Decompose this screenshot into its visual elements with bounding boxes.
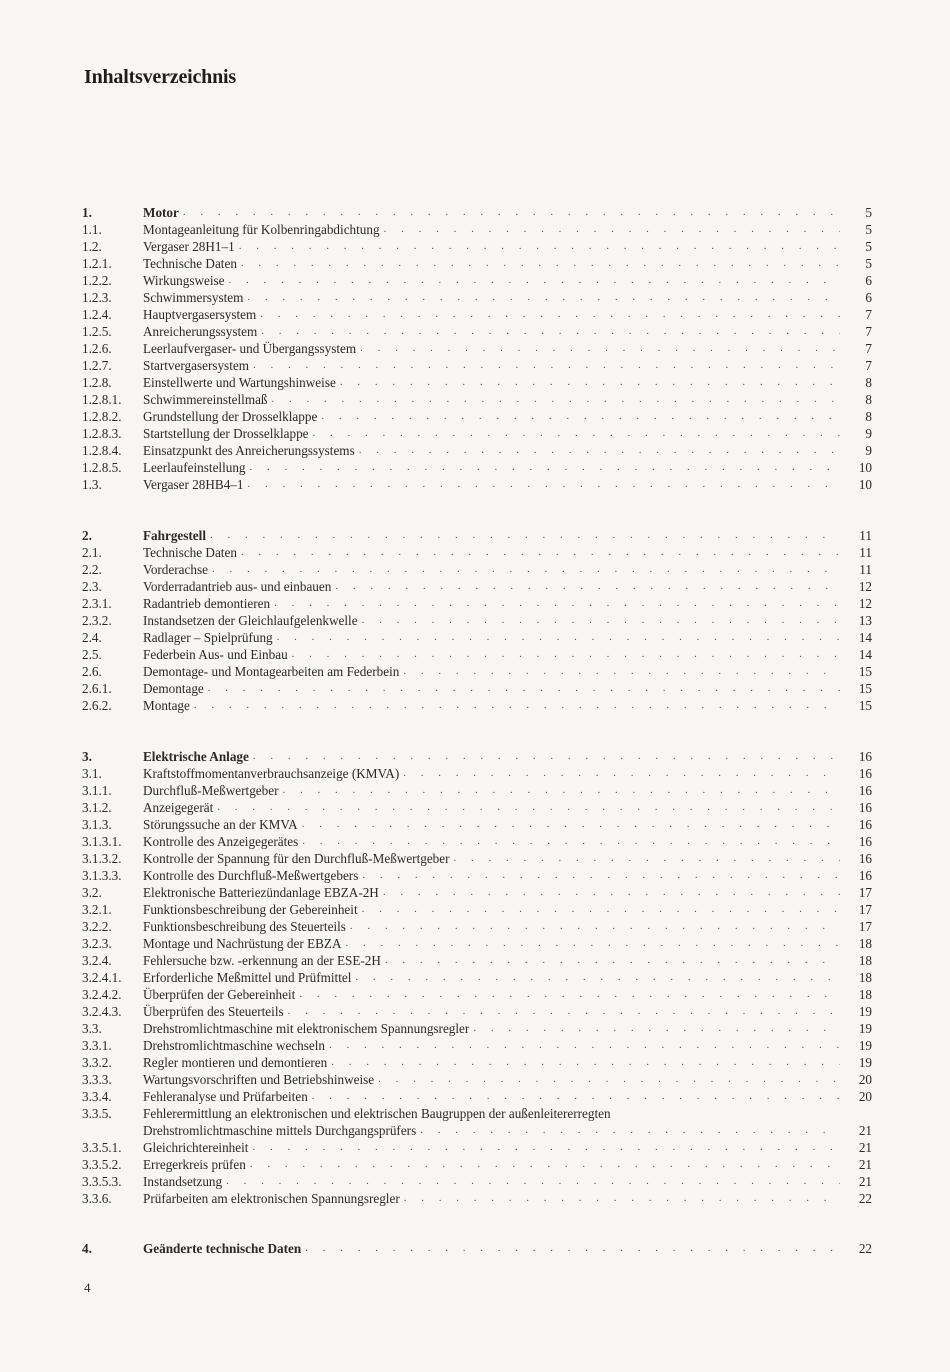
toc-entry-number: 2.6.1. bbox=[82, 681, 112, 696]
toc-entry-number: 1.2.8. bbox=[82, 375, 112, 390]
toc-entry-row bbox=[82, 1173, 872, 1190]
toc-entry-title: Montage und Nachrüstung der EBZA bbox=[143, 936, 342, 951]
toc-entry-page: 16 bbox=[858, 834, 872, 849]
toc-entry-row bbox=[82, 459, 872, 476]
toc-entry-number: 2.1. bbox=[82, 545, 102, 560]
toc-entry-page: 22 bbox=[858, 1241, 872, 1256]
toc-entry-number: 3.3.5.1. bbox=[82, 1140, 122, 1155]
toc-entry-title: Geänderte technische Daten bbox=[143, 1241, 302, 1256]
toc-entry-row bbox=[82, 816, 872, 833]
toc-entry-row bbox=[82, 901, 872, 918]
dot-leader bbox=[335, 578, 840, 595]
toc-entry-page: 11 bbox=[859, 528, 872, 543]
toc-entry-row bbox=[82, 833, 872, 850]
dot-leader bbox=[183, 204, 840, 221]
toc-entry-page: 18 bbox=[858, 936, 872, 951]
toc-entry-number: 3.1.3. bbox=[82, 817, 112, 832]
toc-entry-row bbox=[82, 578, 872, 595]
toc-entry-row bbox=[82, 697, 872, 714]
toc-entry-title: Montage bbox=[143, 698, 190, 713]
toc-entry-title: Demontage bbox=[143, 681, 204, 696]
dot-leader bbox=[454, 850, 840, 867]
toc-entry-number: 3.3.3. bbox=[82, 1072, 112, 1087]
toc-chapter-row bbox=[82, 527, 872, 544]
toc-entry-title: Überprüfen des Steuerteils bbox=[143, 1004, 284, 1019]
toc-entry-number: 1.2.4. bbox=[82, 307, 112, 322]
toc-entry-title: Kraftstoffmomentanverbrauchsanzeige (KMVA) bbox=[143, 766, 400, 781]
toc-entry-row bbox=[82, 629, 872, 646]
dot-leader bbox=[252, 1139, 840, 1156]
toc-entry-page: 17 bbox=[858, 919, 872, 934]
toc-entry-page: 21 bbox=[858, 1157, 872, 1172]
toc-entry-number: 1.2.1. bbox=[82, 256, 112, 271]
toc-entry-title: Kontrolle der Spannung für den Durchfluß-Meßwertgeber bbox=[143, 851, 450, 866]
toc-entry-number: 3.2.2. bbox=[82, 919, 112, 934]
toc-entry-row bbox=[82, 884, 872, 901]
dot-leader bbox=[383, 884, 840, 901]
dot-leader bbox=[362, 901, 840, 918]
dot-leader bbox=[239, 238, 840, 255]
toc-entry-row bbox=[82, 1139, 872, 1156]
toc-entry-title: Hauptvergasersystem bbox=[143, 307, 257, 322]
toc-entry-number: 1.2.8.4. bbox=[82, 443, 122, 458]
toc-entry-number: 4. bbox=[82, 1241, 92, 1256]
toc-entry-title: Anzeigegerät bbox=[143, 800, 214, 815]
toc-entry-title: Radantrieb demontieren bbox=[143, 596, 271, 611]
toc-entry-page: 19 bbox=[858, 1004, 872, 1019]
toc-entry-number: 3.3.5. bbox=[82, 1106, 112, 1121]
toc-entry-page: 18 bbox=[858, 970, 872, 985]
toc-entry-title: Gleichrichtereinheit bbox=[143, 1140, 249, 1155]
dot-leader bbox=[346, 935, 840, 952]
toc-entry-title: Drehstromlichtmaschine mit elektronischem Spannungsregler bbox=[143, 1021, 470, 1036]
toc-entry-page: 16 bbox=[858, 766, 872, 781]
toc-entry-title: Schwimmersystem bbox=[143, 290, 244, 305]
toc-entry-number: 3.1.3.1. bbox=[82, 834, 122, 849]
dot-leader bbox=[282, 782, 840, 799]
dot-leader bbox=[261, 323, 840, 340]
toc-entry-row bbox=[82, 272, 872, 289]
toc-entry-page: 5 bbox=[865, 205, 872, 220]
dot-leader bbox=[360, 340, 840, 357]
toc-entry-page: 16 bbox=[858, 817, 872, 832]
toc-entry-number: 2.6. bbox=[82, 664, 102, 679]
toc-entry-title: Montageanleitung für Kolbenringabdichtung bbox=[143, 222, 380, 237]
dot-leader bbox=[362, 867, 840, 884]
toc-entry-page: 14 bbox=[858, 647, 872, 662]
toc-entry-number: 3.2.3. bbox=[82, 936, 112, 951]
dot-leader bbox=[299, 986, 840, 1003]
dot-leader bbox=[321, 408, 840, 425]
toc-entry-row bbox=[82, 476, 872, 493]
dot-leader bbox=[260, 306, 840, 323]
toc-entry-number: 3.3. bbox=[82, 1021, 102, 1036]
toc-entry-row bbox=[82, 663, 872, 680]
toc-entry-number: 1.1. bbox=[82, 222, 102, 237]
toc-entry-page: 11 bbox=[859, 562, 872, 577]
toc-entry-title: Technische Daten bbox=[143, 256, 237, 271]
toc-entry-title: Federbein Aus- und Einbau bbox=[143, 647, 288, 662]
toc-entry-row bbox=[82, 612, 872, 629]
dot-leader bbox=[384, 221, 840, 238]
toc-entry-number: 1.2.2. bbox=[82, 273, 112, 288]
toc-entry-page: 14 bbox=[858, 630, 872, 645]
toc-entry-title: Durchfluß-Meßwertgeber bbox=[143, 783, 279, 798]
toc-entry-row bbox=[82, 765, 872, 782]
toc-entry-page: 12 bbox=[858, 579, 872, 594]
dot-leader bbox=[247, 289, 840, 306]
toc-entry-page: 22 bbox=[858, 1191, 872, 1206]
toc-section bbox=[82, 1240, 872, 1257]
dot-leader bbox=[359, 442, 840, 459]
toc-entry-page: 16 bbox=[858, 749, 872, 764]
toc-entry-page: 6 bbox=[865, 273, 872, 288]
toc-entry-page: 19 bbox=[858, 1055, 872, 1070]
toc-entry-number: 1.3. bbox=[82, 477, 102, 492]
toc-entry-title: Störungssuche an der KMVA bbox=[143, 817, 298, 832]
dot-leader bbox=[403, 663, 840, 680]
toc-entry-row bbox=[82, 595, 872, 612]
toc-entry-page: 13 bbox=[858, 613, 872, 628]
toc-entry-number: 2.4. bbox=[82, 630, 102, 645]
toc-entry-page: 5 bbox=[865, 256, 872, 271]
dot-leader bbox=[212, 561, 840, 578]
toc-entry-page: 5 bbox=[865, 239, 872, 254]
dot-leader bbox=[226, 1173, 840, 1190]
toc-entry-page: 5 bbox=[865, 222, 872, 237]
toc-entry-row bbox=[82, 799, 872, 816]
page-number: 4 bbox=[84, 1280, 91, 1295]
toc-entry-page: 18 bbox=[858, 987, 872, 1002]
toc-entry-page: 16 bbox=[858, 800, 872, 815]
toc-entry-number: 3.1.1. bbox=[82, 783, 112, 798]
toc-entry-number: 2.3.1. bbox=[82, 596, 112, 611]
toc-entry-page: 21 bbox=[858, 1123, 872, 1138]
toc-entry-title: Instandsetzung bbox=[143, 1174, 223, 1189]
dot-leader bbox=[292, 646, 840, 663]
toc-section bbox=[82, 748, 872, 1207]
toc-entry-title: Vergaser 28HB4–1 bbox=[143, 477, 244, 492]
toc-entry-number: 1.2.5. bbox=[82, 324, 112, 339]
toc-entry-page: 8 bbox=[865, 392, 872, 407]
toc-entry-row bbox=[82, 289, 872, 306]
toc-entry-page: 15 bbox=[858, 698, 872, 713]
toc-entry-page: 10 bbox=[858, 460, 872, 475]
toc-entry-number: 3. bbox=[82, 749, 92, 764]
toc-entry-page: 17 bbox=[858, 902, 872, 917]
toc-entry-title: Fehleranalyse und Prüfarbeiten bbox=[143, 1089, 308, 1104]
toc-entry-title: Radlager – Spielprüfung bbox=[143, 630, 273, 645]
dot-leader bbox=[274, 595, 840, 612]
dot-leader bbox=[288, 1003, 840, 1020]
toc-entry-number: 3.2.4. bbox=[82, 953, 112, 968]
dot-leader bbox=[241, 544, 840, 561]
dot-leader bbox=[302, 816, 840, 833]
toc-entry-title: Fahrgestell bbox=[143, 528, 206, 543]
toc-entry-page: 9 bbox=[865, 426, 872, 441]
toc-entry-title: Erregerkreis prüfen bbox=[143, 1157, 246, 1172]
toc-entry-page: 7 bbox=[865, 358, 872, 373]
toc-entry-number: 1. bbox=[82, 205, 92, 220]
dot-leader bbox=[272, 391, 840, 408]
toc-entry-title: Kontrolle des Anzeigegerätes bbox=[143, 834, 299, 849]
toc-entry-title: Funktionsbeschreibung der Gebereinheit bbox=[143, 902, 358, 917]
dot-leader bbox=[403, 765, 840, 782]
dot-leader bbox=[253, 748, 840, 765]
toc-entry-row bbox=[82, 952, 872, 969]
toc-entry-number: 3.1.3.2. bbox=[82, 851, 122, 866]
toc-entry-number: 1.2.6. bbox=[82, 341, 112, 356]
toc-entry-number: 2.5. bbox=[82, 647, 102, 662]
toc-entry-page: 19 bbox=[858, 1038, 872, 1053]
toc-entry-row bbox=[82, 1088, 872, 1105]
toc-entry-title: Wartungsvorschriften und Betriebshinweise bbox=[143, 1072, 375, 1087]
toc-entry-title: Anreicherungssystem bbox=[143, 324, 258, 339]
toc-entry-row bbox=[82, 1071, 872, 1088]
toc-entry-row bbox=[82, 374, 872, 391]
toc-entry-row bbox=[82, 357, 872, 374]
dot-leader bbox=[312, 1088, 840, 1105]
dot-leader bbox=[217, 799, 840, 816]
toc-entry-number: 1.2.8.5. bbox=[82, 460, 122, 475]
dot-leader bbox=[208, 680, 840, 697]
toc-entry-title: Funktionsbeschreibung des Steuerteils bbox=[143, 919, 346, 934]
dot-leader bbox=[420, 1122, 840, 1139]
toc-entry-row bbox=[82, 238, 872, 255]
toc-entry-row bbox=[82, 935, 872, 952]
toc-entry-number: 2.3.2. bbox=[82, 613, 112, 628]
toc-entry-number: 3.1.2. bbox=[82, 800, 112, 815]
toc-chapter-row bbox=[82, 748, 872, 765]
toc-entry-row bbox=[82, 1105, 872, 1122]
toc-entry-page: 19 bbox=[858, 1021, 872, 1036]
toc-entry-page: 9 bbox=[865, 443, 872, 458]
toc-entry-number: 1.2.8.1. bbox=[82, 392, 122, 407]
toc-entry-number: 1.2. bbox=[82, 239, 102, 254]
toc-entry-row bbox=[82, 867, 872, 884]
toc-entry-row bbox=[82, 1003, 872, 1020]
toc-entry-page: 18 bbox=[858, 953, 872, 968]
toc-entry-number: 3.2.1. bbox=[82, 902, 112, 917]
toc-entry-title: Schwimmereinstellmaß bbox=[143, 392, 268, 407]
toc-entry-number: 3.3.1. bbox=[82, 1038, 112, 1053]
dot-leader bbox=[247, 476, 840, 493]
dot-leader bbox=[362, 612, 840, 629]
toc-entry-title: Motor bbox=[143, 205, 179, 220]
toc-entry-number: 3.3.5.2. bbox=[82, 1157, 122, 1172]
toc-entry-page: 11 bbox=[859, 545, 872, 560]
dot-leader bbox=[305, 1240, 840, 1257]
dot-leader bbox=[340, 374, 840, 391]
toc-entry-page: 7 bbox=[865, 307, 872, 322]
toc-entry-title: Einsatzpunkt des Anreicherungssystems bbox=[143, 443, 355, 458]
dot-leader bbox=[302, 833, 840, 850]
toc-entry-title: Demontage- und Montagearbeiten am Federbein bbox=[143, 664, 400, 679]
toc-entry-row bbox=[82, 340, 872, 357]
toc-entry-title: Elektrische Anlage bbox=[143, 749, 249, 764]
toc-entry-number: 3.2.4.3. bbox=[82, 1004, 122, 1019]
dot-leader bbox=[404, 1190, 840, 1207]
toc-entry-number: 3.2. bbox=[82, 885, 102, 900]
dot-leader bbox=[350, 918, 840, 935]
toc-entry-page: 16 bbox=[858, 851, 872, 866]
toc-entry-number: 1.2.7. bbox=[82, 358, 112, 373]
toc-entry-number: 1.2.8.3. bbox=[82, 426, 122, 441]
toc-entry-number: 1.2.3. bbox=[82, 290, 112, 305]
toc-entry-title: Kontrolle des Durchfluß-Meßwertgebers bbox=[143, 868, 359, 883]
dot-leader bbox=[229, 272, 840, 289]
toc-entry-row bbox=[82, 323, 872, 340]
toc-entry-row bbox=[82, 782, 872, 799]
toc-entry-row bbox=[82, 561, 872, 578]
dot-leader bbox=[253, 357, 840, 374]
toc-entry-row bbox=[82, 969, 872, 986]
toc-entry-row bbox=[82, 1037, 872, 1054]
toc-entry-title: Instandsetzen der Gleichlaufgelenkwelle bbox=[143, 613, 358, 628]
toc-entry-row bbox=[82, 646, 872, 663]
toc-entry-row bbox=[82, 391, 872, 408]
toc-entry-number: 2.3. bbox=[82, 579, 102, 594]
toc-entry-number: 3.2.4.1. bbox=[82, 970, 122, 985]
toc-entry-row bbox=[82, 1190, 872, 1207]
toc-entry-row bbox=[82, 680, 872, 697]
toc-entry-title: Leerlaufvergaser- und Übergangssystem bbox=[143, 341, 357, 356]
toc-entry-number: 3.1.3.3. bbox=[82, 868, 122, 883]
dot-leader bbox=[210, 527, 840, 544]
toc-entry-title: Prüfarbeiten am elektronischen Spannungsregler bbox=[143, 1191, 400, 1206]
dot-leader bbox=[473, 1020, 840, 1037]
toc-entry-number: 3.1. bbox=[82, 766, 102, 781]
toc-entry-page: 15 bbox=[858, 681, 872, 696]
toc-entry-row bbox=[82, 442, 872, 459]
toc-chapter-row bbox=[82, 204, 872, 221]
toc-entry-title: Drehstromlichtmaschine mittels Durchgangsprüfers bbox=[143, 1123, 417, 1138]
page-title: Inhaltsverzeichnis bbox=[84, 66, 236, 88]
dot-leader bbox=[250, 1156, 840, 1173]
toc-entry-row bbox=[82, 425, 872, 442]
toc-entry-title: Vergaser 28H1–1 bbox=[143, 239, 235, 254]
toc-entry-number: 3.3.5.3. bbox=[82, 1174, 122, 1189]
toc-entry-title: Vorderachse bbox=[143, 562, 208, 577]
toc-entry-title: Leerlaufeinstellung bbox=[143, 460, 246, 475]
toc-entry-row bbox=[82, 306, 872, 323]
toc-entry-number: 2. bbox=[82, 528, 92, 543]
toc-entry-title: Überprüfen der Gebereinheit bbox=[143, 987, 296, 1002]
toc-entry-row bbox=[82, 986, 872, 1003]
toc-entry-title: Fehlerermittlung an elektronischen und elektrischen Baugruppen der außenleitererregten bbox=[143, 1106, 611, 1121]
toc-entry-page: 16 bbox=[858, 783, 872, 798]
toc-entry-title: Erforderliche Meßmittel und Prüfmittel bbox=[143, 970, 352, 985]
toc-entry-number: 3.3.2. bbox=[82, 1055, 112, 1070]
toc-entry-title: Vorderradantrieb aus- und einbauen bbox=[143, 579, 332, 594]
dot-leader bbox=[329, 1037, 840, 1054]
dot-leader bbox=[385, 952, 840, 969]
toc-entry-row bbox=[82, 1054, 872, 1071]
toc-entry-row bbox=[82, 408, 872, 425]
toc-entry-page: 8 bbox=[865, 409, 872, 424]
toc-section bbox=[82, 527, 872, 714]
toc-entry-row bbox=[82, 850, 872, 867]
dot-leader bbox=[313, 425, 840, 442]
toc-entry-row bbox=[82, 1156, 872, 1173]
toc-entry-row bbox=[82, 221, 872, 238]
toc-entry-number: 3.3.6. bbox=[82, 1191, 112, 1206]
toc-entry-page: 12 bbox=[858, 596, 872, 611]
dot-leader bbox=[194, 697, 840, 714]
dot-leader bbox=[277, 629, 840, 646]
toc-entry-page: 10 bbox=[858, 477, 872, 492]
toc-entry-page: 16 bbox=[858, 868, 872, 883]
dot-leader bbox=[378, 1071, 840, 1088]
toc-entry-page: 15 bbox=[858, 664, 872, 679]
toc-entry-page: 21 bbox=[858, 1174, 872, 1189]
toc-entry-title: Technische Daten bbox=[143, 545, 237, 560]
toc-entry-page: 17 bbox=[858, 885, 872, 900]
dot-leader bbox=[250, 459, 840, 476]
toc-entry-page: 20 bbox=[858, 1072, 872, 1087]
toc-entry-number: 1.2.8.2. bbox=[82, 409, 122, 424]
toc-entry-number: 3.2.4.2. bbox=[82, 987, 122, 1002]
toc-entry-title: Startvergasersystem bbox=[143, 358, 249, 373]
toc-entry-page: 8 bbox=[865, 375, 872, 390]
toc-entry-number: 3.3.4. bbox=[82, 1089, 112, 1104]
toc-entry-number: 2.2. bbox=[82, 562, 102, 577]
toc-entry-title: Elektronische Batteriezündanlage EBZA-2H bbox=[143, 885, 379, 900]
toc-entry-row bbox=[82, 255, 872, 272]
toc-entry-row bbox=[82, 544, 872, 561]
toc-entry-title: Einstellwerte und Wartungshinweise bbox=[143, 375, 336, 390]
toc-entry-title: Startstellung der Drosselklappe bbox=[143, 426, 309, 441]
toc-entry-row bbox=[82, 1122, 872, 1139]
toc-entry-page: 6 bbox=[865, 290, 872, 305]
toc-entry-row bbox=[82, 918, 872, 935]
toc-entry-page: 7 bbox=[865, 341, 872, 356]
toc-entry-page: 21 bbox=[858, 1140, 872, 1155]
toc-entry-title: Grundstellung der Drosselklappe bbox=[143, 409, 318, 424]
toc-section bbox=[82, 204, 872, 493]
toc-entry-title: Drehstromlichtmaschine wechseln bbox=[143, 1038, 326, 1053]
toc-entry-page: 7 bbox=[865, 324, 872, 339]
toc-entry-title: Wirkungsweise bbox=[143, 273, 225, 288]
toc-entry-title: Regler montieren und demontieren bbox=[143, 1055, 328, 1070]
toc-entry-page: 20 bbox=[858, 1089, 872, 1104]
toc-entry-title: Fehlersuche bzw. -erkennung an der ESE-2H bbox=[143, 953, 381, 968]
toc-chapter-row bbox=[82, 1240, 872, 1257]
toc-entry-number: 2.6.2. bbox=[82, 698, 112, 713]
dot-leader bbox=[355, 969, 840, 986]
toc-entry-row bbox=[82, 1020, 872, 1037]
dot-leader bbox=[241, 255, 840, 272]
dot-leader bbox=[331, 1054, 840, 1071]
